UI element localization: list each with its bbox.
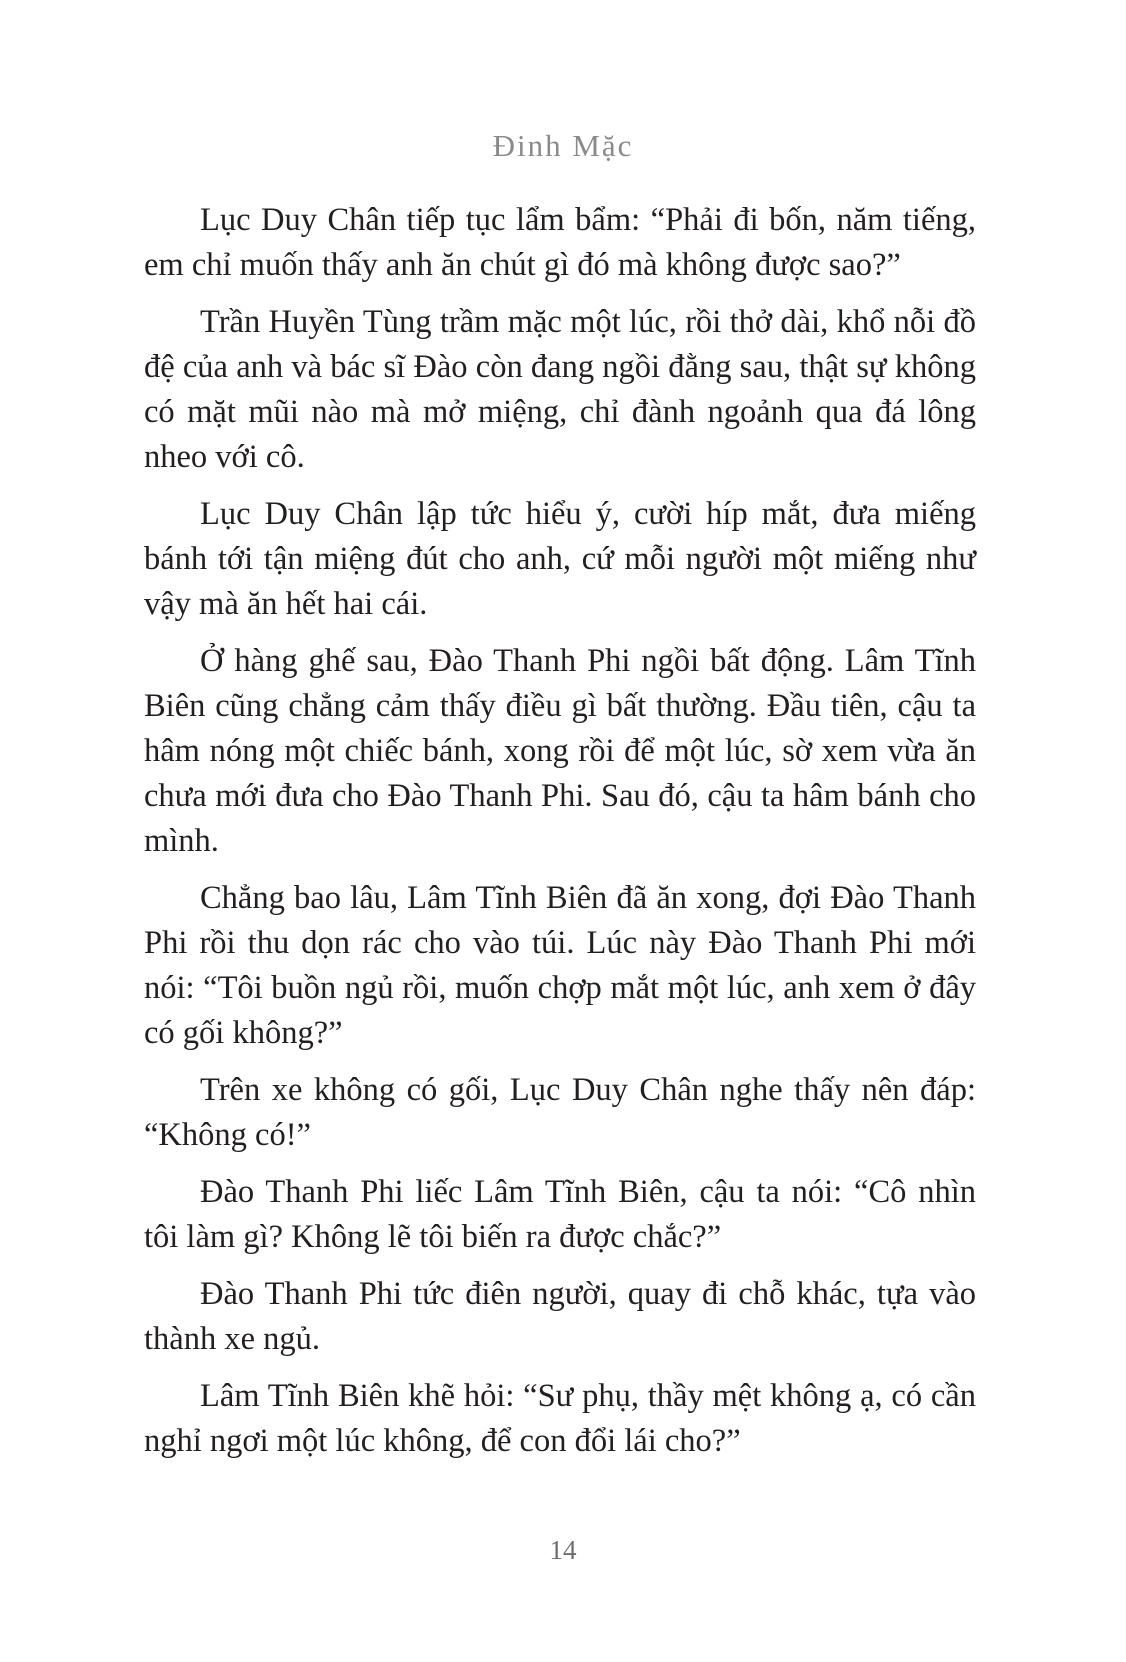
paragraph: Lục Duy Chân tiếp tục lẩm bẩm: “Phải đi bốn, năm tiếng, em chỉ muốn thấy anh ăn chút gì đó mà không được sao?”	[144, 202, 976, 283]
paragraph: Lục Duy Chân lập tức hiểu ý, cười híp mắt, đưa miếng bánh tới tận miệng đút cho anh, cứ mỗi người một miếng như vậy mà ăn hết hai cái.	[144, 496, 976, 622]
paragraph: Ở hàng ghế sau, Đào Thanh Phi ngồi bất động. Lâm Tĩnh Biên cũng chẳng cảm thấy điều gì bất thường. Đầu tiên, cậu ta hâm nóng một chiếc bánh, xong rồi để một lúc, sờ xem vừa ăn chưa mới đưa cho Đào Thanh Phi. Sau đó, cậu ta hâm bánh cho mình.	[144, 643, 976, 859]
body-text	[144, 198, 976, 1476]
paragraph: Trên xe không có gối, Lục Duy Chân nghe thấy nên đáp: “Không có!”	[144, 1072, 976, 1153]
page-number: 14	[549, 1535, 577, 1565]
paragraph: Trần Huyền Tùng trầm mặc một lúc, rồi thở dài, khổ nỗi đồ đệ của anh và bác sĩ Đào còn đang ngồi đằng sau, thật sự không có mặt mũi nào mà mở miệng, chỉ đành ngoảnh qua đá lông nheo với cô.	[144, 304, 976, 475]
running-header-author: Đinh Mặc	[492, 128, 634, 163]
paragraph: Lâm Tĩnh Biên khẽ hỏi: “Sư phụ, thầy mệt không ạ, có cần nghỉ ngơi một lúc không, để con đổi lái cho?”	[144, 1378, 976, 1459]
paragraph: Chẳng bao lâu, Lâm Tĩnh Biên đã ăn xong, đợi Đào Thanh Phi rồi thu dọn rác cho vào túi. Lúc này Đào Thanh Phi mới nói: “Tôi buồn ngủ rồi, muốn chợp mắt một lúc, anh xem ở đây có gối không?”	[144, 880, 976, 1051]
paragraph: Đào Thanh Phi liếc Lâm Tĩnh Biên, cậu ta nói: “Cô nhìn tôi làm gì? Không lẽ tôi biến ra được chắc?”	[144, 1174, 976, 1255]
paragraph: Đào Thanh Phi tức điên người, quay đi chỗ khác, tựa vào thành xe ngủ.	[144, 1276, 976, 1357]
